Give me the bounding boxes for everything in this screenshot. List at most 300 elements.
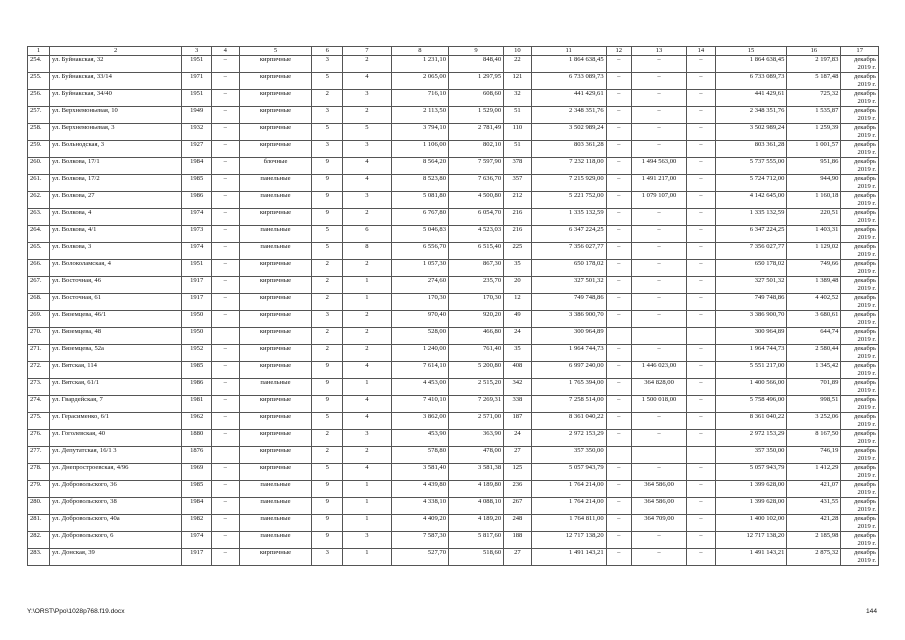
table-cell-col-2: ул. Восточная, 61	[50, 294, 182, 311]
table-cell-col-4: –	[212, 158, 240, 175]
table-cell-col-17: декабрь 2019 г.	[841, 345, 879, 362]
table-cell-col-2: ул. Герасименко, 6/1	[50, 413, 182, 430]
table-cell-col-1: 254.	[28, 56, 50, 73]
table-cell-col-12: –	[606, 107, 631, 124]
table-cell-col-7: 1	[343, 379, 392, 396]
table-cell-col-9: 363,90	[449, 430, 504, 447]
table-cell-col-12: –	[606, 379, 631, 396]
table-cell-col-17: декабрь 2019 г.	[841, 175, 879, 192]
table-cell-col-2: ул. Добровольского, 38	[50, 498, 182, 515]
table-cell-col-1: 264.	[28, 226, 50, 243]
table-cell-col-16: 2 580,44	[787, 345, 841, 362]
table-cell-col-1: 258.	[28, 124, 50, 141]
table-cell-col-6: 3	[312, 549, 343, 566]
table-cell-col-13: –	[631, 107, 686, 124]
table-cell-col-12: –	[606, 498, 631, 515]
table-row	[28, 192, 879, 209]
table-row	[28, 209, 879, 226]
table-cell-col-13: –	[631, 209, 686, 226]
table-cell-col-2: ул. Волкова, 3	[50, 243, 182, 260]
table-cell-col-16: 644,74	[787, 328, 841, 345]
table-row	[28, 498, 879, 515]
table-cell-col-7: 3	[343, 141, 392, 158]
table-row	[28, 345, 879, 362]
table-cell-col-12: –	[606, 192, 631, 209]
table-cell-col-10: 32	[504, 90, 532, 107]
table-cell-col-15: 8 361 040,22	[715, 413, 787, 430]
table-cell-col-15: 5 724 712,00	[715, 175, 787, 192]
table-cell-col-6: 3	[312, 141, 343, 158]
table-cell-col-16: 1 389,48	[787, 277, 841, 294]
table-cell-col-10: 248	[504, 515, 532, 532]
table-cell-col-5: кирпичные	[239, 56, 312, 73]
table-cell-col-14: –	[687, 498, 716, 515]
table-cell-col-14: –	[687, 379, 716, 396]
table-cell-col-17: декабрь 2019 г.	[841, 464, 879, 481]
column-header-14: 14	[687, 47, 716, 56]
table-row	[28, 90, 879, 107]
table-cell-col-13: 1 494 563,00	[631, 158, 686, 175]
table-cell-col-13: –	[631, 532, 686, 549]
table-cell-col-2: ул. Волкова, 17/2	[50, 175, 182, 192]
table-cell-col-6: 5	[312, 226, 343, 243]
table-cell-col-8: 7 410,10	[391, 396, 448, 413]
table-cell-col-2: ул. Гвардейская, 7	[50, 396, 182, 413]
table-cell-col-13: –	[631, 549, 686, 566]
table-cell-col-8: 4 439,80	[391, 481, 448, 498]
table-cell-col-9: 5 200,80	[449, 362, 504, 379]
table-row	[28, 175, 879, 192]
table-cell-col-1: 280.	[28, 498, 50, 515]
table-cell-col-8: 970,40	[391, 311, 448, 328]
table-cell-col-16: 701,89	[787, 379, 841, 396]
table-cell-col-7: 3	[343, 430, 392, 447]
table-cell-col-9: 235,70	[449, 277, 504, 294]
table-cell-col-6: 9	[312, 209, 343, 226]
table-cell-col-2: ул. Вятская, 61/1	[50, 379, 182, 396]
table-cell-col-14	[687, 447, 716, 464]
table-cell-col-5: кирпичные	[239, 73, 312, 90]
table-cell-col-6: 2	[312, 430, 343, 447]
table-cell-col-10: 121	[504, 73, 532, 90]
table-cell-col-6: 2	[312, 294, 343, 311]
table-cell-col-11: 2 972 153,29	[531, 430, 606, 447]
table-cell-col-10: 378	[504, 158, 532, 175]
table-cell-col-12: –	[606, 277, 631, 294]
table-cell-col-11: 357 350,00	[531, 447, 606, 464]
table-cell-col-7: 3	[343, 532, 392, 549]
table-cell-col-5: панельные	[239, 192, 312, 209]
table-cell-col-6: 5	[312, 73, 343, 90]
table-cell-col-5: кирпичные	[239, 362, 312, 379]
table-cell-col-1: 277.	[28, 447, 50, 464]
table-cell-col-1: 270.	[28, 328, 50, 345]
table-cell-col-15: 1 399 628,00	[715, 481, 787, 498]
table-cell-col-14: –	[687, 73, 716, 90]
table-cell-col-15: 1 335 132,59	[715, 209, 787, 226]
table-cell-col-8: 7 614,10	[391, 362, 448, 379]
table-cell-col-15: 1 400 566,00	[715, 379, 787, 396]
table-cell-col-9: 6 515,40	[449, 243, 504, 260]
table-cell-col-5: кирпичные	[239, 107, 312, 124]
column-header-5: 5	[239, 47, 312, 56]
table-row	[28, 532, 879, 549]
table-cell-col-17: декабрь 2019 г.	[841, 413, 879, 430]
table-cell-col-17: декабрь 2019 г.	[841, 311, 879, 328]
table-cell-col-16: 431,55	[787, 498, 841, 515]
table-cell-col-5: панельные	[239, 481, 312, 498]
table-cell-col-4: –	[212, 430, 240, 447]
table-cell-col-7: 5	[343, 124, 392, 141]
table-cell-col-1: 274.	[28, 396, 50, 413]
table-cell-col-11: 12 717 138,20	[531, 532, 606, 549]
table-cell-col-6: 5	[312, 413, 343, 430]
table-cell-col-2: ул. Волкова, 4	[50, 209, 182, 226]
table-cell-col-12: –	[606, 532, 631, 549]
table-cell-col-14: –	[687, 532, 716, 549]
table-cell-col-15: 749 748,86	[715, 294, 787, 311]
table-cell-col-9: 802,10	[449, 141, 504, 158]
table-cell-col-2: ул. Днепростроевская, 4/96	[50, 464, 182, 481]
table-cell-col-9: 761,40	[449, 345, 504, 362]
table-cell-col-17: декабрь 2019 г.	[841, 549, 879, 566]
table-cell-col-11: 300 964,89	[531, 328, 606, 345]
table-cell-col-13: 364 586,00	[631, 481, 686, 498]
column-header-2: 2	[50, 47, 182, 56]
table-cell-col-6: 9	[312, 158, 343, 175]
table-cell-col-4: –	[212, 277, 240, 294]
table-cell-col-2: ул. Вяземцева, 48	[50, 328, 182, 345]
table-cell-col-5: кирпичные	[239, 209, 312, 226]
table-cell-col-7: 2	[343, 328, 392, 345]
table-cell-col-8: 3 862,00	[391, 413, 448, 430]
table-cell-col-5: кирпичные	[239, 345, 312, 362]
table-cell-col-15: 327 501,32	[715, 277, 787, 294]
table-cell-col-11: 5 057 943,79	[531, 464, 606, 481]
table-cell-col-11: 650 178,02	[531, 260, 606, 277]
table-cell-col-9: 848,40	[449, 56, 504, 73]
table-cell-col-1: 279.	[28, 481, 50, 498]
table-cell-col-12: –	[606, 430, 631, 447]
column-header-8: 8	[391, 47, 448, 56]
table-cell-col-7: 2	[343, 447, 392, 464]
table-cell-col-4: –	[212, 515, 240, 532]
table-cell-col-15: 5 758 496,00	[715, 396, 787, 413]
table-row	[28, 464, 879, 481]
table-cell-col-11: 7 258 514,00	[531, 396, 606, 413]
table-cell-col-17: декабрь 2019 г.	[841, 192, 879, 209]
table-cell-col-2: ул. Буйнакская, 33/14	[50, 73, 182, 90]
table-cell-col-15: 6 347 224,25	[715, 226, 787, 243]
column-header-15: 15	[715, 47, 787, 56]
column-header-13: 13	[631, 47, 686, 56]
table-cell-col-16: 2 185,98	[787, 532, 841, 549]
table-cell-col-10: 49	[504, 311, 532, 328]
table-cell-col-12: –	[606, 362, 631, 379]
table-cell-col-8: 1 106,00	[391, 141, 448, 158]
table-cell-col-9: 5 817,60	[449, 532, 504, 549]
table-cell-col-9: 1 297,95	[449, 73, 504, 90]
table-cell-col-17: декабрь 2019 г.	[841, 498, 879, 515]
table-row	[28, 158, 879, 175]
table-cell-col-17: декабрь 2019 г.	[841, 294, 879, 311]
table-cell-col-10: 12	[504, 294, 532, 311]
table-cell-col-12: –	[606, 260, 631, 277]
table-cell-col-4: –	[212, 362, 240, 379]
table-cell-col-8: 5 081,80	[391, 192, 448, 209]
table-cell-col-3: 1951	[182, 56, 212, 73]
table-cell-col-8: 170,30	[391, 294, 448, 311]
table-row	[28, 549, 879, 566]
table-cell-col-11: 803 361,28	[531, 141, 606, 158]
column-header-11: 11	[531, 47, 606, 56]
table-cell-col-15: 6 733 089,73	[715, 73, 787, 90]
table-cell-col-17: декабрь 2019 г.	[841, 260, 879, 277]
table-cell-col-6: 5	[312, 464, 343, 481]
table-cell-col-16: 1 160,18	[787, 192, 841, 209]
table-cell-col-13: –	[631, 243, 686, 260]
table-cell-col-16: 725,32	[787, 90, 841, 107]
column-header-6: 6	[312, 47, 343, 56]
table-cell-col-1: 281.	[28, 515, 50, 532]
table-cell-col-9: 7 636,70	[449, 175, 504, 192]
table-cell-col-8: 453,90	[391, 430, 448, 447]
table-cell-col-8: 8 564,20	[391, 158, 448, 175]
table-cell-col-6: 2	[312, 328, 343, 345]
table-row	[28, 396, 879, 413]
table-cell-col-12: –	[606, 481, 631, 498]
table-cell-col-1: 268.	[28, 294, 50, 311]
table-cell-col-5: панельные	[239, 243, 312, 260]
table-cell-col-10: 27	[504, 447, 532, 464]
table-cell-col-14: –	[687, 90, 716, 107]
table-cell-col-13: –	[631, 311, 686, 328]
column-header-7: 7	[343, 47, 392, 56]
table-cell-col-16: 220,51	[787, 209, 841, 226]
table-cell-col-6: 5	[312, 243, 343, 260]
table-cell-col-16: 421,07	[787, 481, 841, 498]
table-cell-col-12: –	[606, 294, 631, 311]
table-row	[28, 379, 879, 396]
table-cell-col-10: 188	[504, 532, 532, 549]
table-cell-col-4: –	[212, 124, 240, 141]
table-cell-col-13: –	[631, 124, 686, 141]
table-cell-col-6: 2	[312, 90, 343, 107]
table-cell-col-1: 273.	[28, 379, 50, 396]
table-cell-col-1: 282.	[28, 532, 50, 549]
table-cell-col-14: –	[687, 430, 716, 447]
table-cell-col-2: ул. Волкова, 27	[50, 192, 182, 209]
table-cell-col-12: –	[606, 73, 631, 90]
table-cell-col-11: 1 764 214,00	[531, 498, 606, 515]
table-cell-col-14: –	[687, 124, 716, 141]
table-cell-col-14: –	[687, 294, 716, 311]
table-cell-col-15: 1 964 744,73	[715, 345, 787, 362]
table-cell-col-15: 441 429,61	[715, 90, 787, 107]
table-cell-col-14: –	[687, 260, 716, 277]
table-cell-col-9: 2 515,20	[449, 379, 504, 396]
table-cell-col-11: 8 361 040,22	[531, 413, 606, 430]
table-cell-col-10: 338	[504, 396, 532, 413]
table-cell-col-13: –	[631, 464, 686, 481]
table-cell-col-16: 746,19	[787, 447, 841, 464]
table-cell-col-4: –	[212, 209, 240, 226]
table-cell-col-3: 1971	[182, 73, 212, 90]
table-cell-col-8: 1 057,30	[391, 260, 448, 277]
table-cell-col-14: –	[687, 515, 716, 532]
table-row	[28, 311, 879, 328]
table-cell-col-7: 4	[343, 413, 392, 430]
table-cell-col-7: 4	[343, 175, 392, 192]
table-cell-col-7: 4	[343, 158, 392, 175]
table-cell-col-16: 1 259,39	[787, 124, 841, 141]
table-cell-col-13: 1 500 018,00	[631, 396, 686, 413]
table-cell-col-16: 944,90	[787, 175, 841, 192]
table-cell-col-17: декабрь 2019 г.	[841, 379, 879, 396]
table-cell-col-13: 1 079 107,00	[631, 192, 686, 209]
table-cell-col-12: –	[606, 158, 631, 175]
table-cell-col-1: 278.	[28, 464, 50, 481]
table-cell-col-2: ул. Буйнакская, 32	[50, 56, 182, 73]
table-cell-col-17: декабрь 2019 г.	[841, 124, 879, 141]
table-cell-col-3: 1951	[182, 260, 212, 277]
table-cell-col-16: 3 680,61	[787, 311, 841, 328]
table-cell-col-3: 1982	[182, 515, 212, 532]
table-cell-col-17: декабрь 2019 г.	[841, 226, 879, 243]
table-cell-col-15: 5 737 555,00	[715, 158, 787, 175]
table-cell-col-8: 6 556,70	[391, 243, 448, 260]
table-cell-col-5: кирпичные	[239, 549, 312, 566]
table-cell-col-3: 1917	[182, 294, 212, 311]
table-cell-col-3: 1950	[182, 311, 212, 328]
table-cell-col-12: –	[606, 175, 631, 192]
table-cell-col-3: 1927	[182, 141, 212, 158]
table-cell-col-12: –	[606, 464, 631, 481]
table-cell-col-6: 9	[312, 396, 343, 413]
table-cell-col-17: декабрь 2019 г.	[841, 90, 879, 107]
table-cell-col-6: 9	[312, 362, 343, 379]
table-cell-col-3: 1876	[182, 447, 212, 464]
table-cell-col-3: 1985	[182, 362, 212, 379]
table-cell-col-11: 749 748,86	[531, 294, 606, 311]
table-cell-col-10: 22	[504, 56, 532, 73]
table-cell-col-6: 5	[312, 124, 343, 141]
table-cell-col-1: 272.	[28, 362, 50, 379]
table-cell-col-5: кирпичные	[239, 311, 312, 328]
table-cell-col-1: 261.	[28, 175, 50, 192]
table-cell-col-2: ул. Волоколамская, 4	[50, 260, 182, 277]
table-row	[28, 56, 879, 73]
table-cell-col-13: 1 446 023,00	[631, 362, 686, 379]
table-cell-col-7: 2	[343, 345, 392, 362]
header-row	[28, 47, 879, 56]
table-cell-col-10: 27	[504, 549, 532, 566]
table-cell-col-15: 7 356 027,77	[715, 243, 787, 260]
table-cell-col-4: –	[212, 379, 240, 396]
table-cell-col-3: 1880	[182, 430, 212, 447]
table-cell-col-5: панельные	[239, 175, 312, 192]
table-cell-col-16: 998,51	[787, 396, 841, 413]
table-cell-col-13	[631, 447, 686, 464]
table-cell-col-8: 527,70	[391, 549, 448, 566]
table-cell-col-12: –	[606, 226, 631, 243]
table-cell-col-1: 276.	[28, 430, 50, 447]
table-cell-col-15: 5 551 217,00	[715, 362, 787, 379]
table-cell-col-15: 650 178,02	[715, 260, 787, 277]
table-cell-col-10: 212	[504, 192, 532, 209]
table-cell-col-13: –	[631, 294, 686, 311]
table-cell-col-11: 6 733 089,73	[531, 73, 606, 90]
table-cell-col-13: –	[631, 345, 686, 362]
table-cell-col-14: –	[687, 56, 716, 73]
table-cell-col-12: –	[606, 549, 631, 566]
table-cell-col-16: 1 535,87	[787, 107, 841, 124]
table-cell-col-8: 4 453,00	[391, 379, 448, 396]
column-header-3: 3	[182, 47, 212, 56]
table-cell-col-2: ул. Вятская, 114	[50, 362, 182, 379]
table-cell-col-5: кирпичные	[239, 260, 312, 277]
table-cell-col-14: –	[687, 141, 716, 158]
table-cell-col-10: 408	[504, 362, 532, 379]
table-cell-col-7: 8	[343, 243, 392, 260]
table-cell-col-14: –	[687, 362, 716, 379]
table-cell-col-16: 2 197,83	[787, 56, 841, 73]
table-cell-col-4: –	[212, 498, 240, 515]
table-cell-col-8: 1 231,10	[391, 56, 448, 73]
table-cell-col-8: 2 113,50	[391, 107, 448, 124]
table-cell-col-6: 3	[312, 311, 343, 328]
table-cell-col-3: 1969	[182, 464, 212, 481]
table-cell-col-12: –	[606, 413, 631, 430]
table-cell-col-4: –	[212, 90, 240, 107]
table-cell-col-3: 1986	[182, 379, 212, 396]
table-cell-col-5: панельные	[239, 515, 312, 532]
table-cell-col-17: декабрь 2019 г.	[841, 56, 879, 73]
table-cell-col-16: 1 001,57	[787, 141, 841, 158]
table-cell-col-14: –	[687, 396, 716, 413]
table-cell-col-14	[687, 328, 716, 345]
table-cell-col-17: декабрь 2019 г.	[841, 328, 879, 345]
table-cell-col-17: декабрь 2019 г.	[841, 141, 879, 158]
table-row	[28, 328, 879, 345]
table-cell-col-14: –	[687, 158, 716, 175]
table-cell-col-3: 1985	[182, 175, 212, 192]
table-cell-col-9: 4 523,03	[449, 226, 504, 243]
table-cell-col-5: кирпичные	[239, 90, 312, 107]
table-cell-col-16: 1 403,31	[787, 226, 841, 243]
table-cell-col-14: –	[687, 209, 716, 226]
table-row	[28, 124, 879, 141]
table-cell-col-9: 4 189,20	[449, 515, 504, 532]
table-cell-col-2: ул. Верхнемоньевая, 10	[50, 107, 182, 124]
table-cell-col-7: 1	[343, 498, 392, 515]
table-cell-col-17: декабрь 2019 г.	[841, 243, 879, 260]
table-cell-col-15: 1 864 638,45	[715, 56, 787, 73]
table-cell-col-15: 3 502 989,24	[715, 124, 787, 141]
table-row	[28, 481, 879, 498]
table-cell-col-3: 1986	[182, 192, 212, 209]
table-cell-col-4: –	[212, 260, 240, 277]
table-cell-col-7: 4	[343, 396, 392, 413]
table-cell-col-5: панельные	[239, 498, 312, 515]
page-number: 144	[865, 608, 877, 615]
column-header-1: 1	[28, 47, 50, 56]
table-cell-col-2: ул. Вольнодская, 3	[50, 141, 182, 158]
table-cell-col-6: 9	[312, 175, 343, 192]
table-cell-col-4: –	[212, 175, 240, 192]
table-cell-col-4: –	[212, 549, 240, 566]
table-cell-col-17: декабрь 2019 г.	[841, 107, 879, 124]
